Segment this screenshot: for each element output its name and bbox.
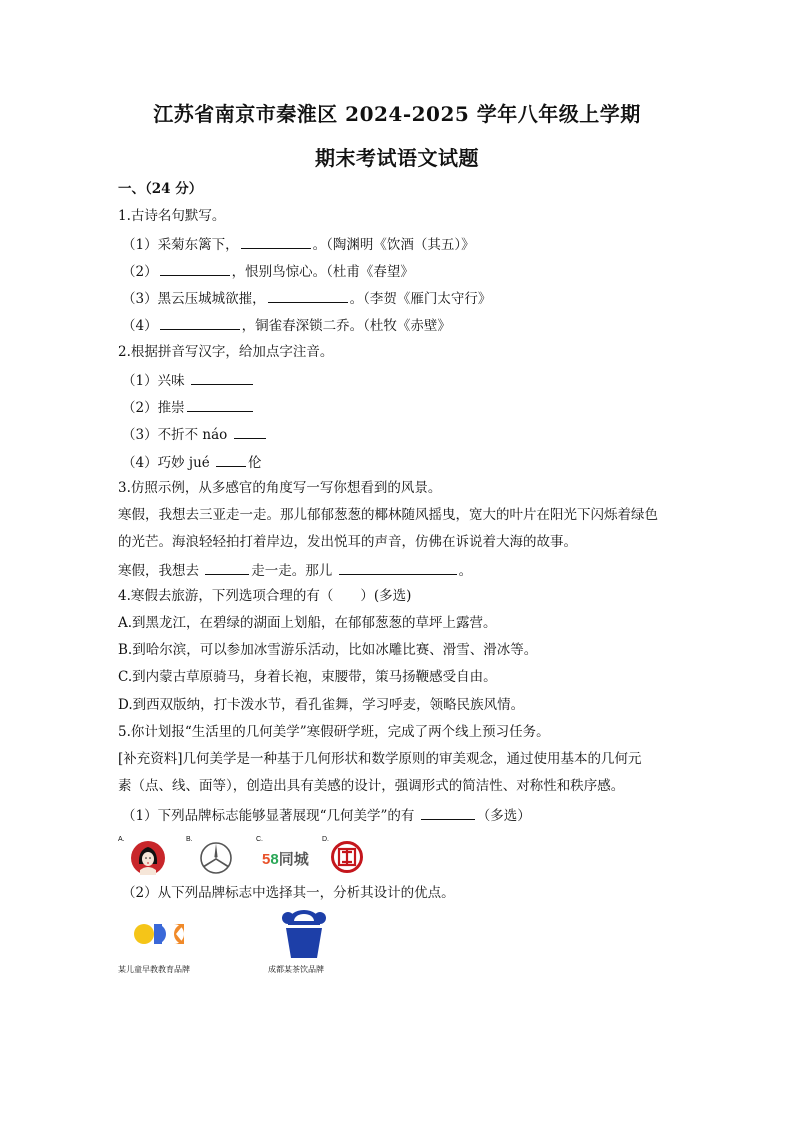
q1-blank-4[interactable] [160,315,240,330]
q2-item-3-pre: （3）不折不 náo [122,427,228,443]
q1-item-1-pre: （1）采菊东篱下， [122,237,239,253]
q3-stem: 3.仿照示例，从多感官的角度写一写你想看到的风景。 [118,480,442,496]
q1-item-2-post: ，恨别鸟惊心。（杜甫《春望》 [231,264,414,280]
q5-stem: 5.你计划报“生活里的几何美学”寒假研学班，完成了两个线上预习任务。 [118,724,550,740]
logo-option-label-d: D. [322,836,329,843]
q1-item-3-post: 。（李贺《雁门太守行》 [349,291,492,307]
q5-sub1-post: （多选） [476,808,531,824]
q1-blank-3[interactable] [268,288,348,303]
logo-option-label-c: C. [256,836,263,843]
q3-blank-scene[interactable] [339,560,457,575]
doc-title-line1: 江苏省南京市秦淮区 2024-2025 学年八年级上学期 [153,102,641,126]
logo-option-label-a: A. [118,836,125,843]
edu-brand-logo[interactable] [132,914,188,958]
q3-answer-line [118,560,472,580]
logo-c[interactable] [262,848,309,869]
q2-item-3 [122,424,268,444]
logo-a[interactable] [128,840,168,880]
q2-item-2-pre: （2）推崇 [122,400,185,416]
q2-item-1-pre: （1）兴味 [122,373,185,389]
q5-material-line2: 素（点、线、面等），创造出具有美感的设计，强调形式的简洁性、对称性和秩序感。 [118,778,625,794]
q3-answer-mid: 走一走。那儿 [251,563,333,579]
q1-item-3 [122,288,491,308]
logo-d[interactable] [330,840,364,878]
q2-item-4-post: 伦 [248,455,262,471]
caption-edu-brand: 某儿童早教教育品牌 [118,965,190,974]
q3-example-line2: 的光芒。海浪轻轻拍打着岸边，发出悦耳的声音，仿佛在诉说着大海的故事。 [118,534,577,550]
q1-stem: 1.古诗名句默写。 [118,208,226,224]
q1-item-2-pre: （2） [122,264,158,280]
q1-item-4-post: ，铜雀春深锁二乔。（杜牧《赤壁》 [241,318,451,334]
q2-item-4 [122,452,262,472]
q4-option-c[interactable]: C.到内蒙古草原骑马，身着长袍，束腰带，策马扬鞭感受自由。 [118,669,497,685]
q3-example-line1: 寒假，我想去三亚走一走。那儿郁郁葱葱的椰林随风摇曳，宽大的叶片在阳光下闪烁着绿色 [118,507,658,523]
q2-blank-3[interactable] [234,424,266,439]
q2-blank-1[interactable] [191,370,253,385]
logo-options-row [118,836,418,876]
caption-tea-brand: 成都某茶饮品牌 [268,965,324,974]
q3-answer-end: 。 [458,563,473,579]
q4-stem: 4.寒假去旅游，下列选项合理的有（ ）(多选) [118,588,412,604]
q1-item-1-post: 。（陶渊明《饮酒（其五）》 [312,237,475,253]
doc-title-line2: 期末考试语文试题 [315,146,479,170]
logo-c-text: 58同城 [262,851,309,868]
q1-item-2 [122,261,414,281]
logo-b[interactable] [198,840,234,880]
q3-answer-pre: 寒假，我想去 [118,563,199,579]
mercedes-star-icon [198,840,234,876]
q5-sub1-pre: （1）下列品牌标志能够显著展现“几何美学”的有 [122,808,415,824]
q5-sub1 [122,805,531,825]
q1-item-4 [122,315,451,335]
q5-sub2: （2）从下列品牌标志中选择其一，分析其设计的优点。 [122,885,455,901]
q2-stem: 2.根据拼音写汉字，给加点字注音。 [118,344,334,360]
q5-material-line1: [补充资料]几何美学是一种基于几何形状和数学原则的审美观念，通过使用基本的几何元 [118,751,642,767]
q2-blank-2[interactable] [187,397,253,412]
q4-option-b[interactable]: B.到哈尔滨，可以参加冰雪游乐活动，比如冰雕比赛、滑雪、滑冰等。 [118,642,538,658]
q2-item-1 [122,370,255,390]
q2-item-2 [122,397,255,417]
tea-brand-logo[interactable] [280,908,328,966]
q1-item-1 [122,234,475,254]
q4-option-d[interactable]: D.到西双版纳，打卡泼水节，看孔雀舞，学习呼麦，领略民族风情。 [118,697,525,713]
q4-option-a[interactable]: A.到黑龙江，在碧绿的湖面上划船，在郁郁葱葱的草坪上露营。 [118,615,497,631]
q1-blank-2[interactable] [160,261,230,276]
q2-item-4-pre: （4）巧妙 jué [122,455,210,471]
woman-portrait-icon [128,840,168,876]
logo-option-label-b: B. [186,836,193,843]
q3-blank-place[interactable] [205,560,249,575]
icbc-icon [330,840,364,874]
tea-cup-icon [280,908,328,962]
edu-dots-icon [132,914,188,954]
q2-blank-4[interactable] [216,452,246,467]
section-heading: 一、（24 分） [118,181,203,197]
q5-sub1-blank[interactable] [421,805,475,820]
q1-blank-1[interactable] [241,234,311,249]
q1-item-4-pre: （4） [122,318,158,334]
q1-item-3-pre: （3）黑云压城城欲摧， [122,291,266,307]
